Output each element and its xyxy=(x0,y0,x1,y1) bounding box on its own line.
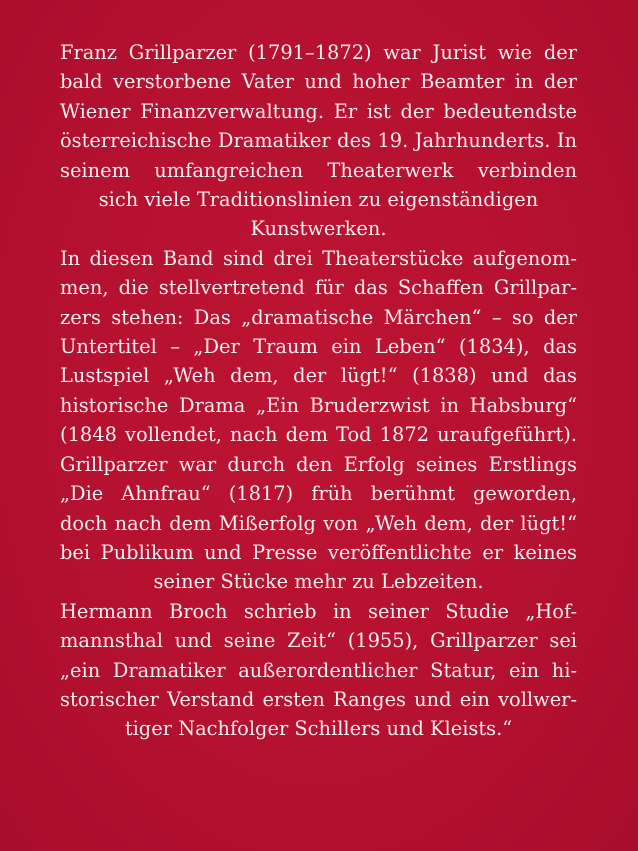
text-line: sich viele Traditionslinien zu eigenständigen xyxy=(98,188,539,212)
text-line: Grillparzer war durch den Erfolg seines Erstlings xyxy=(60,452,577,476)
text-line: (1848 vollendet, nach dem Tod 1872 uraufgeführt). xyxy=(60,423,577,447)
text-line: „Die Ahnfrau“ (1817) früh berühmt geworden, xyxy=(60,482,577,506)
text-line: Franz Grillparzer (1791–1872) war Jurist wie der xyxy=(60,41,577,64)
text-line: bei Publikum und Presse veröffentlichte er keines xyxy=(60,540,577,564)
text-line: storischer Verstand ersten Ranges und ein vollwer- xyxy=(60,687,577,711)
paragraph-author-intro xyxy=(60,38,577,244)
text-line: tiger Nachfolger Schillers und Kleists.“ xyxy=(124,717,513,741)
text-line: Kunstwerken. xyxy=(250,217,387,241)
text-line: historische Drama „Ein Bruderzwist in Habsburg“ xyxy=(60,393,577,417)
text-line: mannsthal und seine Zeit“ (1955), Grillparzer sei xyxy=(60,629,577,653)
text-line: Untertitel – „Der Traum ein Leben“ (1834), das xyxy=(60,335,577,359)
text-line: doch nach dem Mißerfolg von „Weh dem, der lügt!“ xyxy=(60,511,577,535)
text-line: bald verstorbene Vater und hoher Beamter in der xyxy=(60,70,577,94)
text-line: Hermann Broch schrieb in seiner Studie „Hof- xyxy=(60,599,577,623)
paragraph-broch-quote xyxy=(60,597,577,744)
text-line: seinem umfangreichen Theaterwerk verbinden xyxy=(60,158,577,182)
text-line: men, die stellvertretend für das Schaffen Grillpar- xyxy=(60,276,577,300)
text-line: Wiener Finanzverwaltung. Er ist der bedeutendste xyxy=(60,99,577,123)
text-line: „ein Dramatiker außerordentlicher Statur, ein hi- xyxy=(60,658,577,682)
text-line: Lustspiel „Weh dem, der lügt!“ (1838) und das xyxy=(60,364,577,388)
text-line: seiner Stücke mehr zu Lebzeiten. xyxy=(153,570,484,594)
text-line: zers stehen: Das „dramatische Märchen“ – so der xyxy=(60,305,577,329)
paragraph-volume-contents xyxy=(60,244,577,597)
text-line: österreichische Dramatiker des 19. Jahrhunderts. In xyxy=(60,129,577,153)
cover-text xyxy=(60,38,577,744)
text-line: In diesen Band sind drei Theaterstücke aufgenom- xyxy=(60,246,577,270)
